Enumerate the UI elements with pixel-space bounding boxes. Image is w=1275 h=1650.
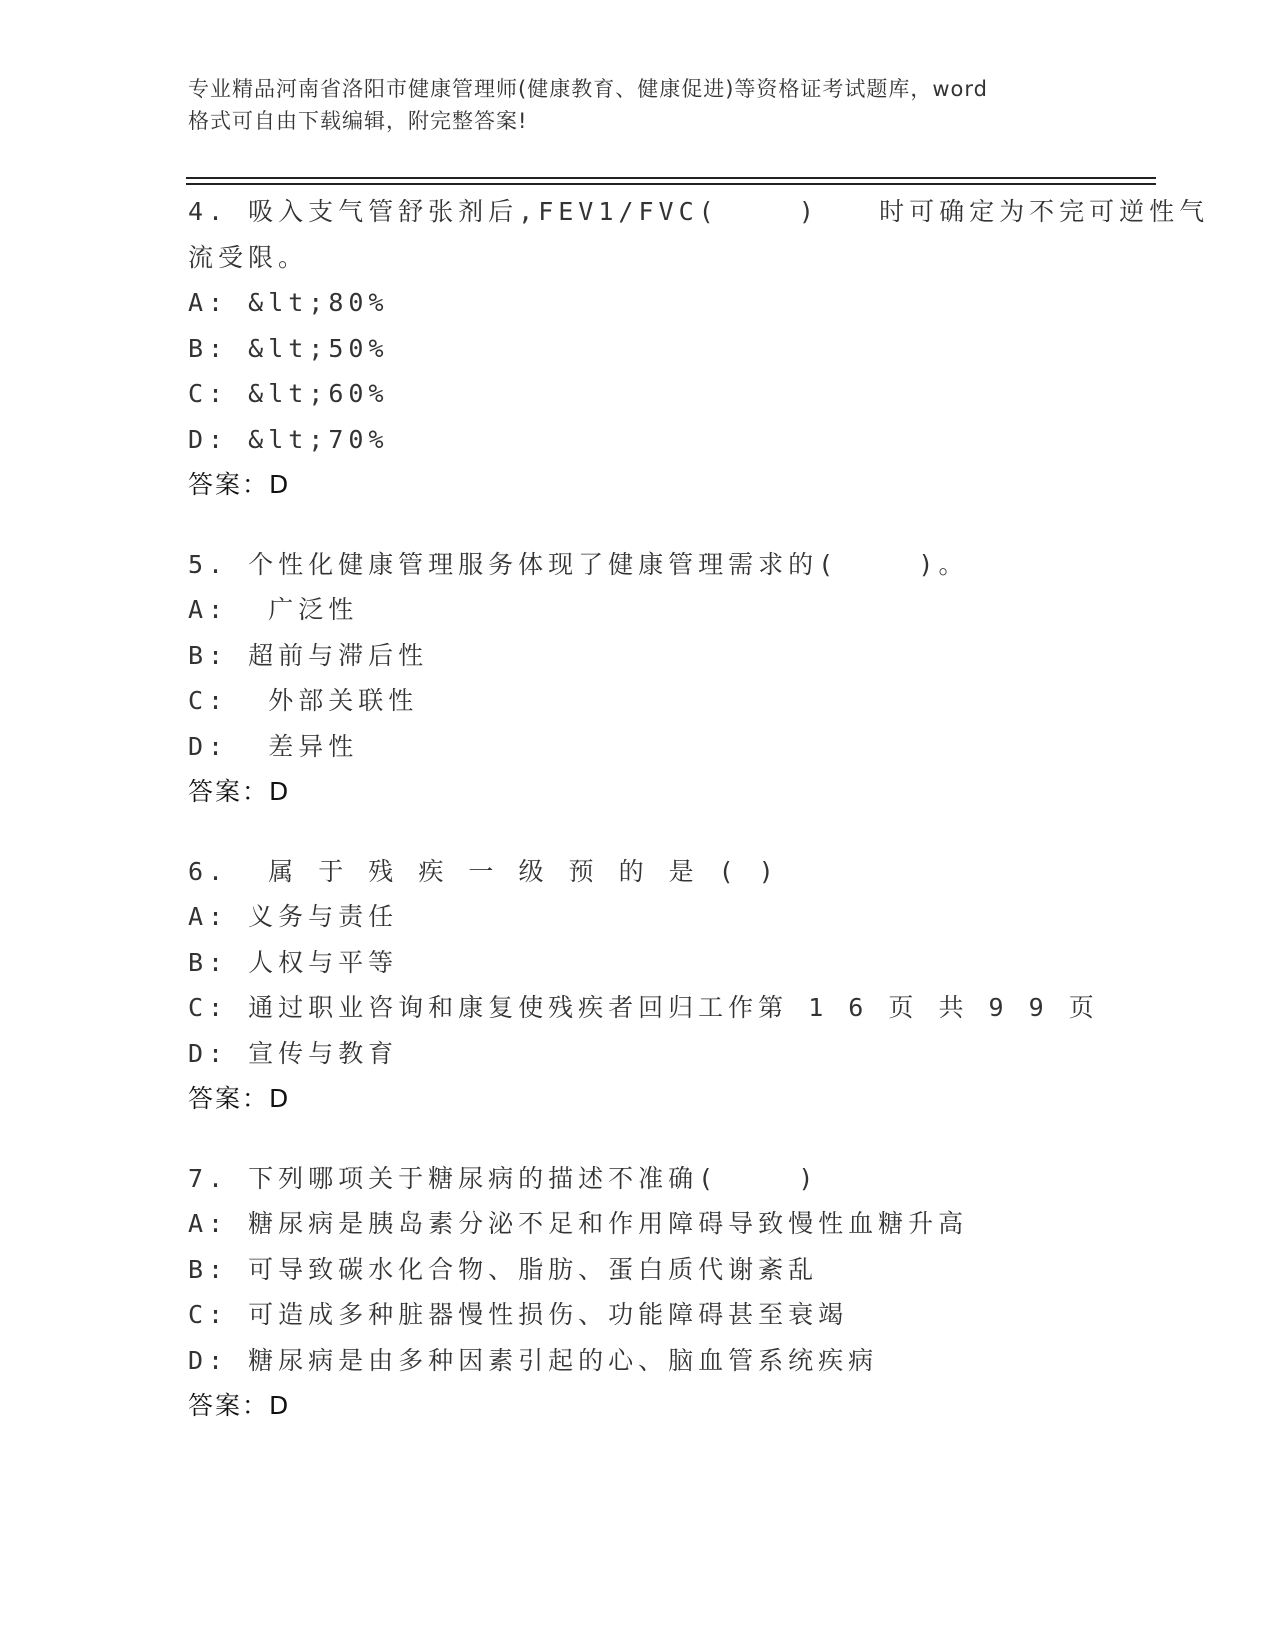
answer: 答案：D xyxy=(188,1391,291,1420)
question-stem: 6. 属 于 残 疾 一 级 预 的 是 ( ) xyxy=(188,856,779,886)
question-stem: 7. 下列哪项关于糖尿病的描述不准确( ) xyxy=(188,1163,819,1193)
question-7 xyxy=(188,1156,1168,1429)
question-4 xyxy=(188,189,1210,508)
option-a: A: 义务与责任 xyxy=(188,902,399,931)
header-divider-top xyxy=(186,177,1156,179)
document-header xyxy=(188,73,1088,137)
answer: 答案：D xyxy=(188,1084,291,1113)
option-c: C: 外部关联性 xyxy=(188,686,419,715)
header-line-2: 格式可自由下载编辑，附完整答案! xyxy=(188,109,528,133)
question-6 xyxy=(188,849,1168,1122)
option-a: A: &lt;80% xyxy=(188,288,389,317)
option-c: C: 通过职业咨询和康复使残疾者回归工作第 1 6 页 共 9 9 页 xyxy=(188,993,1099,1022)
answer: 答案：D xyxy=(188,470,291,499)
question-stem: 5. 个性化健康管理服务体现了健康管理需求的( )。 xyxy=(188,549,969,579)
option-a: A: 糖尿病是胰岛素分泌不足和作用障碍导致慢性血糖升高 xyxy=(188,1209,969,1238)
header-divider-bottom xyxy=(186,183,1156,185)
question-5 xyxy=(188,542,1168,815)
option-b: B: 人权与平等 xyxy=(188,947,399,977)
header-line-1: 专业精品河南省洛阳市健康管理师(健康教育、健康促进)等资格证考试题库，word xyxy=(188,77,989,101)
option-b: B: &lt;50% xyxy=(188,333,389,363)
option-c: C: 可造成多种脏器慢性损伤、功能障碍甚至衰竭 xyxy=(188,1300,849,1329)
option-d: D: &lt;70% xyxy=(188,424,389,454)
option-c: C: &lt;60% xyxy=(188,379,389,408)
question-list xyxy=(188,189,1210,1463)
option-d: D: 糖尿病是由多种因素引起的心、脑血管系统疾病 xyxy=(188,1345,879,1375)
answer: 答案：D xyxy=(188,777,291,806)
option-b: B: 超前与滞后性 xyxy=(188,640,429,670)
option-d: D: 差异性 xyxy=(188,731,359,761)
question-stem: 4. 吸入支气管舒张剂后,FEV1/FVC( ) 时可确定为不完可逆性气 xyxy=(188,197,1210,226)
question-stem-continued: 流受限。 xyxy=(188,242,309,272)
option-a: A: 广泛性 xyxy=(188,595,359,624)
option-b: B: 可导致碳水化合物、脂肪、蛋白质代谢紊乱 xyxy=(188,1254,819,1284)
option-d: D: 宣传与教育 xyxy=(188,1038,399,1068)
